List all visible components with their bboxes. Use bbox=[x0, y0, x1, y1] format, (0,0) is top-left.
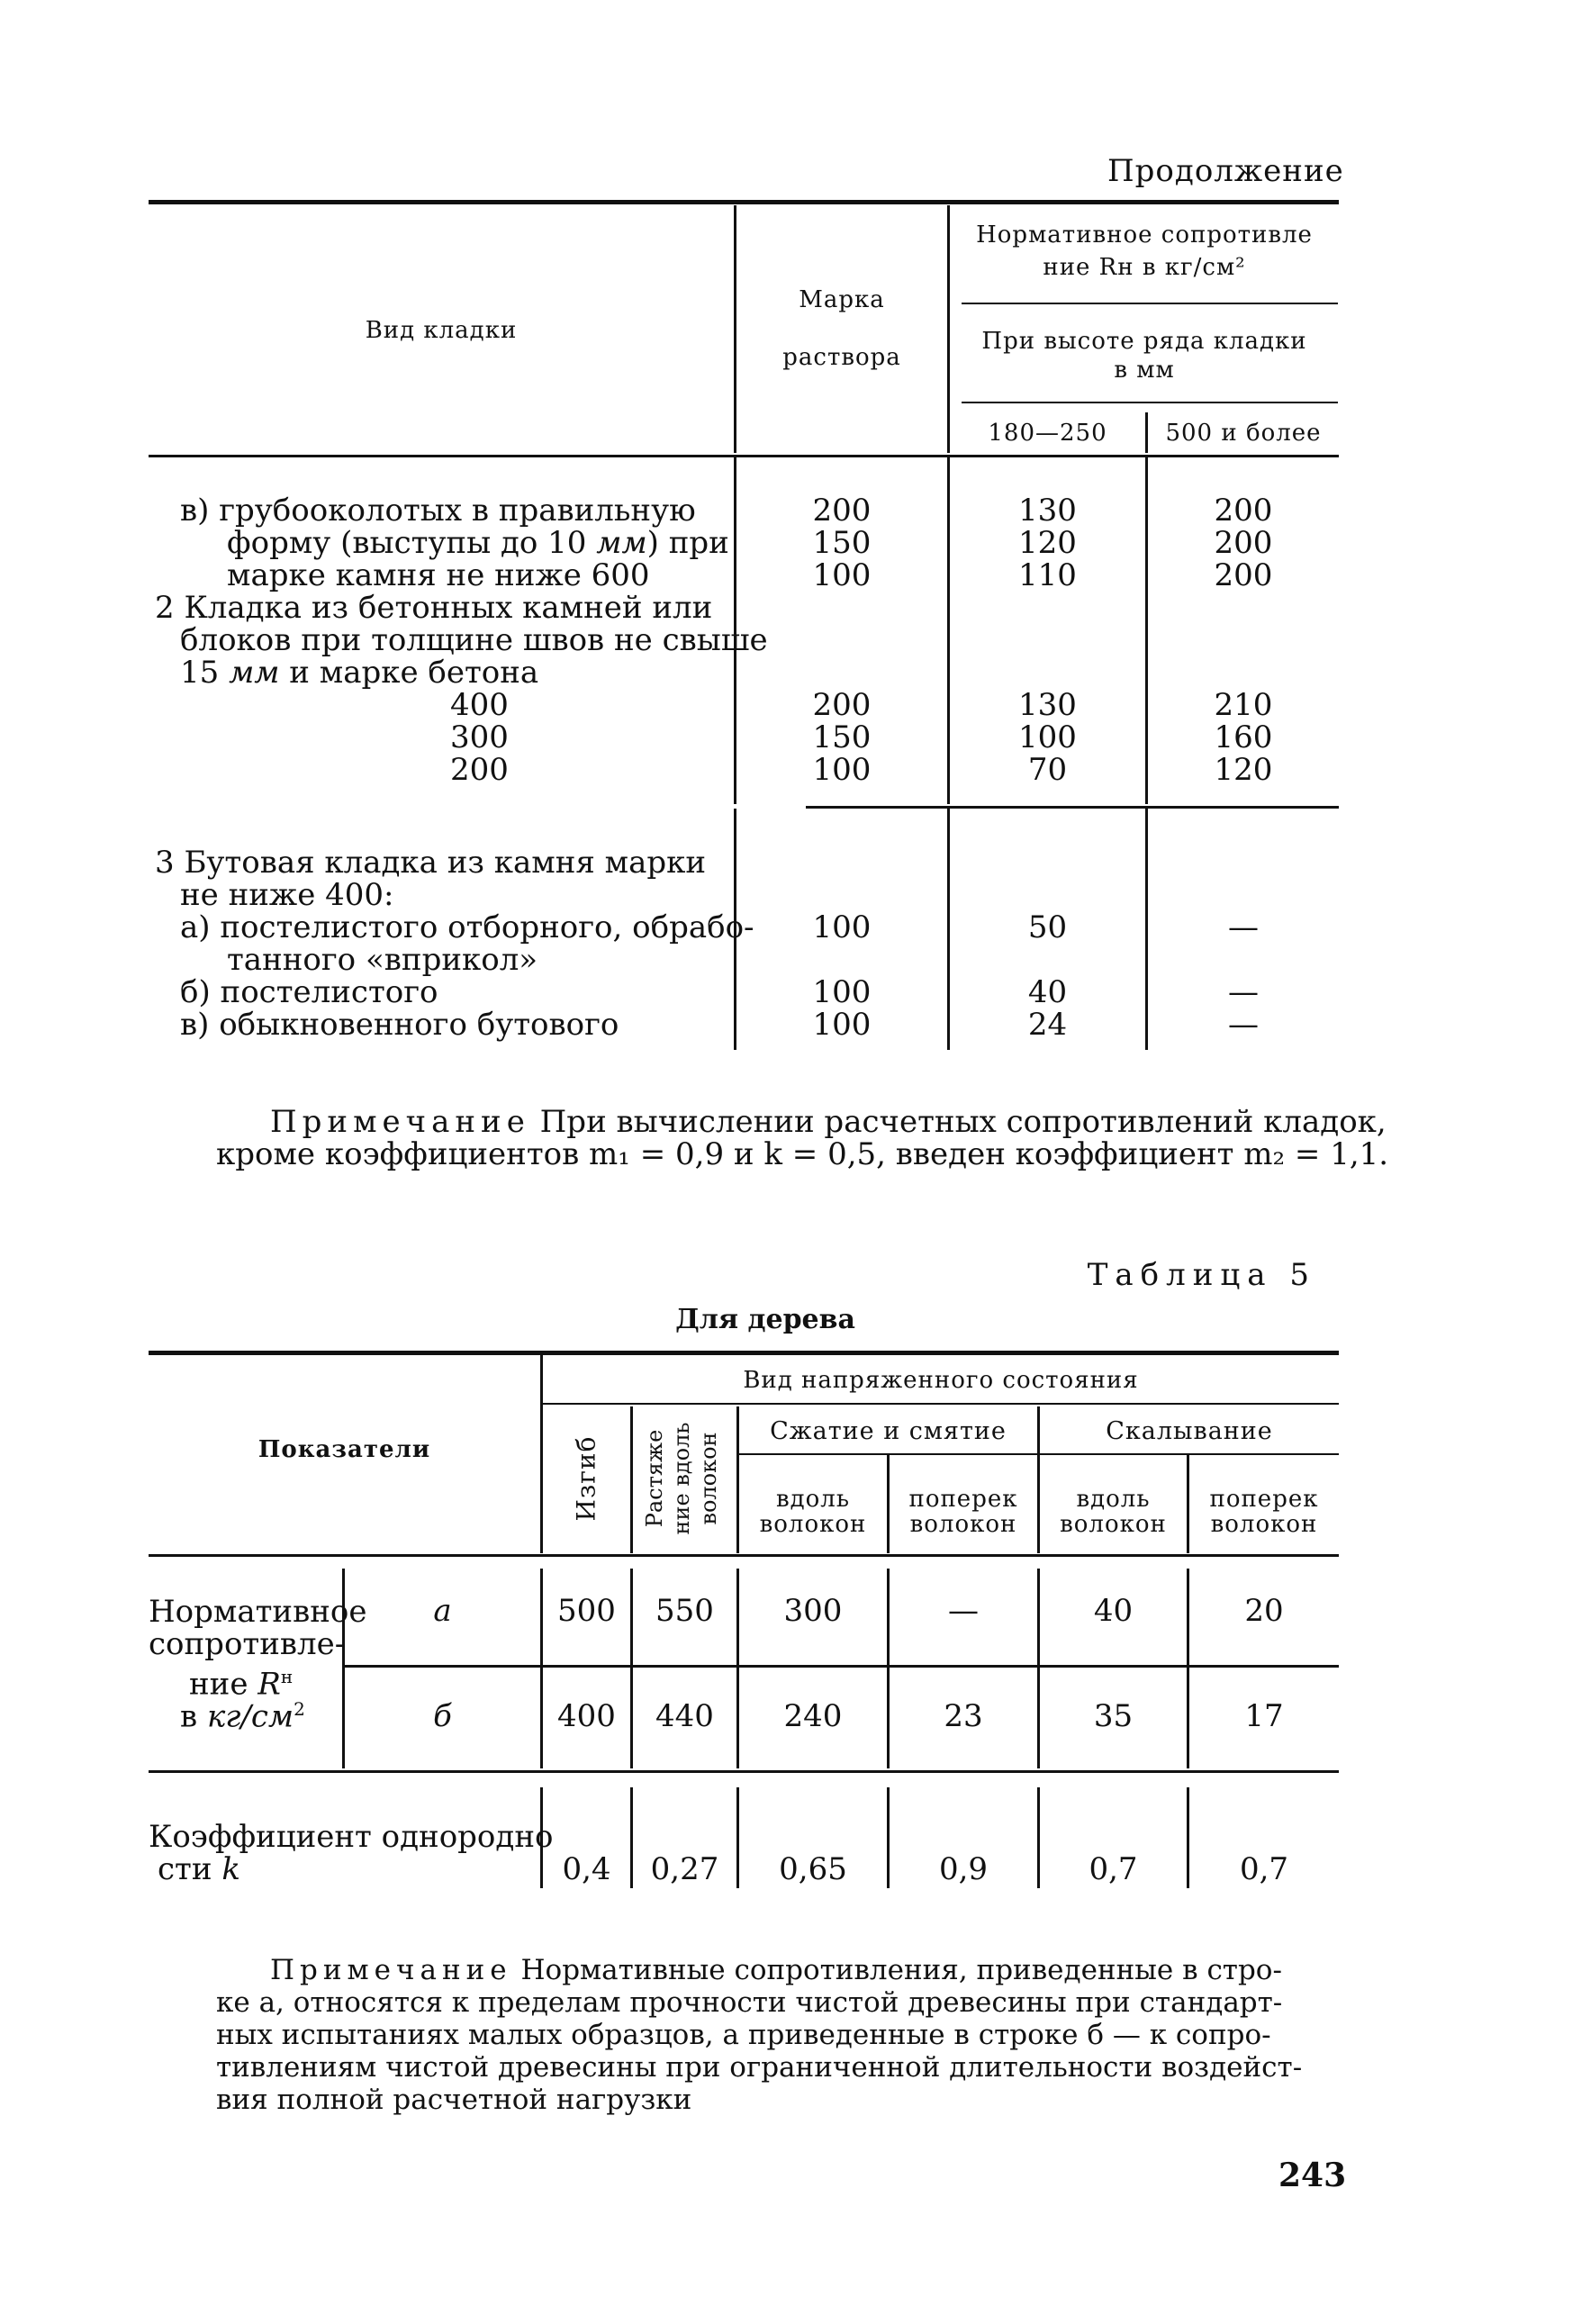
col-norm-header: Нормативное сопротивле bbox=[976, 222, 1313, 249]
note2-label: Примечание bbox=[270, 1954, 512, 1986]
table5-header-rule bbox=[1040, 1453, 1339, 1455]
col-tension-header: ние вдоль bbox=[669, 1422, 694, 1535]
table1-section-rule bbox=[806, 806, 1339, 809]
table1-row-text: 400 bbox=[450, 687, 509, 723]
value-cell: 20 bbox=[1244, 1593, 1284, 1629]
col-kind-header: Вид кладки bbox=[365, 317, 518, 344]
note1-line1: Примечание При вычислении расчетных сопротивлений кладок, bbox=[270, 1104, 1387, 1140]
col-along-header: волокон bbox=[759, 1511, 867, 1538]
note1-line2: кроме коэффициентов m₁ = 0,9 и k = 0,5, введен коэффициент m₂ = 1,1. bbox=[216, 1136, 1389, 1172]
table1-vline bbox=[734, 205, 736, 453]
col-along-header: волокон bbox=[1060, 1511, 1167, 1538]
value-cell: 200 bbox=[1214, 525, 1273, 561]
value-cell: 0,65 bbox=[779, 1851, 847, 1887]
col-height-header: При высоте ряда кладки bbox=[981, 328, 1307, 355]
coef-label: сти k bbox=[158, 1851, 240, 1887]
table5-number: Таблица 5 bbox=[1087, 1257, 1316, 1293]
value-cell: 17 bbox=[1244, 1698, 1284, 1734]
table1-row-text: форму (выступы до 10 мм) при bbox=[227, 525, 729, 561]
mortar-cell: 100 bbox=[812, 909, 872, 945]
table1-row-text: а) постелистого отборного, обрабо- bbox=[180, 909, 754, 945]
value-cell: 120 bbox=[1018, 525, 1077, 561]
value-cell: 23 bbox=[944, 1698, 983, 1734]
value-cell: 24 bbox=[1027, 1007, 1068, 1043]
table1-row-text: 15 мм и марке бетона bbox=[180, 655, 539, 691]
mortar-cell: 100 bbox=[812, 1007, 872, 1043]
norm-label: ние $R^н$ bbox=[189, 1666, 294, 1703]
col-index-header: Показатели bbox=[257, 1436, 431, 1463]
table1-row-text: в) обыкновенного бутового bbox=[180, 1007, 619, 1043]
mortar-cell: 150 bbox=[812, 525, 872, 561]
table1-row-text: 200 bbox=[450, 752, 509, 788]
table5-row-rule bbox=[149, 1770, 1339, 1773]
col-across-header: волокон bbox=[909, 1511, 1017, 1538]
mortar-cell: 200 bbox=[812, 687, 872, 723]
value-cell: 500 bbox=[557, 1593, 616, 1629]
note2-line1: Примечание Нормативные сопротивления, приведенные в стро- bbox=[270, 1954, 1282, 1986]
note2-line2: ке а, относятся к пределам прочности чистой древесины при стандарт- bbox=[216, 1986, 1283, 2019]
note1-label: Примечание bbox=[270, 1104, 530, 1140]
value-cell: 300 bbox=[783, 1593, 843, 1629]
value-cell: 40 bbox=[1027, 974, 1068, 1010]
note2-line5: вия полной расчетной нагрузки bbox=[216, 2084, 692, 2116]
value-cell: 0,9 bbox=[938, 1851, 989, 1887]
col-bend-cell bbox=[543, 1406, 630, 1553]
table5-row-rule bbox=[345, 1665, 1339, 1668]
col-tension-cell bbox=[633, 1406, 736, 1553]
col-along-header: вдоль bbox=[776, 1486, 850, 1513]
value-cell: 50 bbox=[1027, 909, 1068, 945]
table1-header-rule bbox=[962, 402, 1338, 403]
value-cell: 240 bbox=[783, 1698, 843, 1734]
value-cell: 550 bbox=[655, 1593, 714, 1629]
col-state-header: Вид напряженного состояния bbox=[743, 1367, 1139, 1394]
value-cell: 0,4 bbox=[562, 1851, 611, 1887]
table1-row-text: б) постелистого bbox=[180, 974, 438, 1010]
continuation-label: Продолжение bbox=[1107, 153, 1344, 189]
value-cell: 35 bbox=[1093, 1698, 1134, 1734]
value-cell: 160 bbox=[1214, 719, 1273, 755]
value-cell: 130 bbox=[1018, 493, 1077, 529]
value-cell: — bbox=[1228, 1007, 1259, 1043]
value-cell: 200 bbox=[1214, 557, 1273, 593]
col-along-header: вдоль bbox=[1076, 1486, 1151, 1513]
col-h2-header: 500 и более bbox=[1165, 420, 1322, 447]
table1-row-text: 300 bbox=[450, 719, 509, 755]
norm-label: Нормативное bbox=[149, 1594, 367, 1630]
coef-label: Коэффициент однородно bbox=[149, 1819, 554, 1855]
col-mortar-header: Марка bbox=[799, 286, 885, 313]
value-cell: 210 bbox=[1214, 687, 1273, 723]
value-cell: — bbox=[1228, 974, 1259, 1010]
row-a-label: а bbox=[433, 1593, 452, 1629]
col-norm-header: ние Rн в кг/см² bbox=[1043, 254, 1246, 281]
value-cell: 0,7 bbox=[1089, 1851, 1138, 1887]
value-cell: 440 bbox=[655, 1698, 714, 1734]
value-cell: 200 bbox=[1214, 493, 1273, 529]
table1-row-text: в) грубооколотых в правильную bbox=[180, 493, 696, 529]
note2-line4: тивлениям чистой древесины при ограниченной длительности воздейст- bbox=[216, 2051, 1303, 2084]
col-height-header: в мм bbox=[1114, 357, 1175, 384]
table1-row-text: не ниже 400: bbox=[180, 877, 394, 913]
mortar-cell: 100 bbox=[812, 974, 872, 1010]
mortar-cell: 100 bbox=[812, 752, 872, 788]
table1-row-text: 3 Бутовая кладка из камня марки bbox=[155, 845, 707, 881]
value-cell: 110 bbox=[1018, 557, 1077, 593]
col-bend-header: Изгиб bbox=[571, 1435, 601, 1522]
norm-label: в $кг/см^2$ bbox=[180, 1698, 305, 1735]
col-shear-header: Скалывание bbox=[1106, 1417, 1273, 1445]
table1-header-rule bbox=[962, 303, 1338, 304]
note2-line3: ных испытаниях малых образцов, а приведенные в строке б — к сопро- bbox=[216, 2019, 1271, 2051]
col-across-header: волокон bbox=[1210, 1511, 1318, 1538]
col-mortar-header: раствора bbox=[782, 344, 901, 371]
col-tension-header: волокон bbox=[696, 1432, 721, 1525]
table1-row-text: марке камня не ниже 600 bbox=[227, 557, 650, 593]
page-number: 243 bbox=[1278, 2157, 1347, 2194]
table1-header-bottom-rule bbox=[149, 455, 1339, 457]
value-cell: 120 bbox=[1214, 752, 1273, 788]
table1-row-text: блоков при толщине швов не свыше bbox=[180, 622, 768, 658]
table1-row-text: танного «вприкол» bbox=[227, 942, 538, 978]
norm-label: сопротивле- bbox=[149, 1626, 346, 1662]
value-cell: 130 bbox=[1018, 687, 1077, 723]
col-across-header: поперек bbox=[1209, 1486, 1319, 1513]
value-cell: — bbox=[948, 1593, 979, 1629]
table5-header-rule bbox=[543, 1403, 1339, 1405]
col-compr-header: Сжатие и смятие bbox=[770, 1417, 1007, 1445]
value-cell: 40 bbox=[1093, 1593, 1134, 1629]
table5-title: Для дерева bbox=[675, 1304, 855, 1335]
value-cell: 0,27 bbox=[650, 1851, 719, 1887]
mortar-cell: 150 bbox=[812, 719, 872, 755]
table5-top-rule bbox=[149, 1351, 1339, 1355]
col-across-header: поперек bbox=[908, 1486, 1018, 1513]
value-cell: 100 bbox=[1018, 719, 1077, 755]
table5-header-bottom-rule bbox=[149, 1554, 1339, 1557]
mortar-cell: 100 bbox=[812, 557, 872, 593]
col-h1-header: 180—250 bbox=[988, 420, 1107, 447]
row-b-label: б bbox=[433, 1698, 452, 1734]
table1-row-text: 2 Кладка из бетонных камней или bbox=[155, 590, 713, 626]
value-cell: 70 bbox=[1027, 752, 1068, 788]
table1-top-rule bbox=[149, 200, 1339, 204]
value-cell: 0,7 bbox=[1239, 1851, 1289, 1887]
col-tension-header: Растяже bbox=[642, 1429, 667, 1528]
mortar-cell: 200 bbox=[812, 493, 872, 529]
value-cell: 400 bbox=[557, 1698, 616, 1734]
value-cell: — bbox=[1228, 909, 1259, 945]
